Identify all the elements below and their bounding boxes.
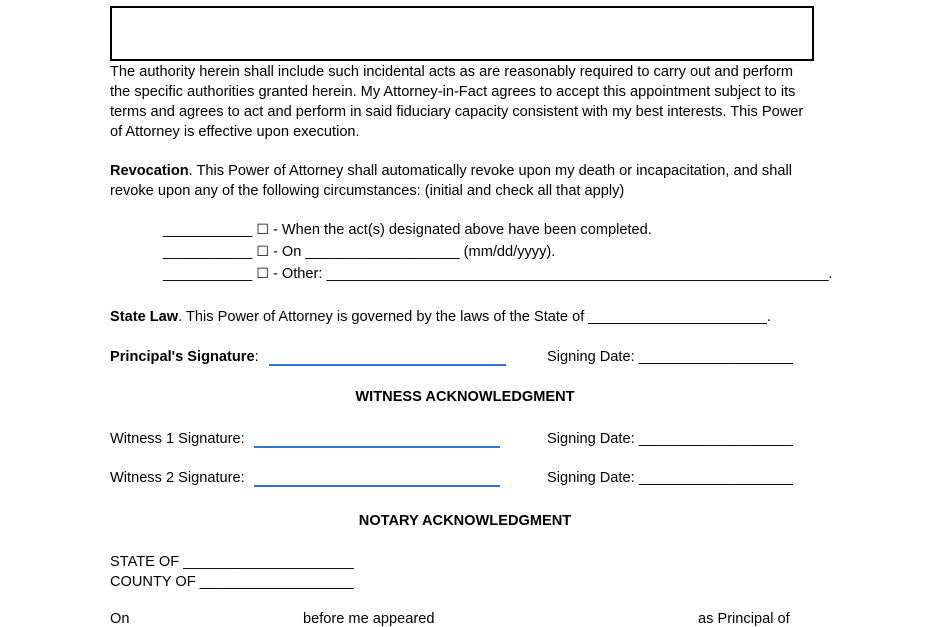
- state-law-text: . This Power of Attorney is governed by the laws of the State of: [178, 309, 589, 325]
- principal-signature-line[interactable]: [269, 364, 506, 366]
- witness-2-signing-date: [547, 470, 793, 486]
- notary-county-line: [110, 574, 354, 590]
- option-suffix: (mm/dd/yyyy).: [459, 244, 556, 260]
- revocation-option-1: [163, 222, 652, 238]
- header-box: [110, 6, 814, 61]
- county-of-label: COUNTY OF: [110, 574, 200, 590]
- notary-heading: NOTARY ACKNOWLEDGMENT: [358, 513, 572, 529]
- initials-blank[interactable]: ___________: [163, 266, 253, 282]
- witness-heading: WITNESS ACKNOWLEDGMENT: [355, 389, 575, 405]
- option-prefix: - Other:: [268, 266, 327, 282]
- notary-state-line: [110, 554, 354, 570]
- date-blank[interactable]: ___________________: [305, 244, 460, 260]
- notary-on-text: On: [110, 611, 130, 627]
- initials-blank[interactable]: ___________: [163, 222, 253, 238]
- witness-1-signing-date: [547, 431, 793, 447]
- checkbox-icon[interactable]: ☐: [256, 244, 269, 260]
- other-blank[interactable]: _______________________________________________________________: [326, 266, 829, 282]
- witness-1-label: Witness 1 Signature:: [110, 431, 245, 447]
- principal-label: Principal's Signature: [110, 349, 255, 365]
- principal-signing-date: [547, 349, 793, 365]
- witness-2-signature-line[interactable]: [254, 485, 500, 487]
- option-text: - When the act(s) designated above have been completed.: [268, 222, 652, 238]
- county-of-blank[interactable]: ___________________: [199, 574, 354, 590]
- revocation-option-2: [163, 244, 555, 260]
- signing-date-label: Signing Date:: [547, 349, 639, 365]
- signing-date-blank[interactable]: ___________________: [638, 431, 793, 447]
- principal-colon: :: [254, 349, 259, 365]
- state-law-suffix: .: [766, 309, 771, 325]
- checkbox-icon[interactable]: ☐: [256, 266, 269, 282]
- state-law-line: [110, 309, 771, 325]
- signing-date-label: Signing Date:: [547, 470, 639, 486]
- revocation-paragraph: [110, 161, 810, 201]
- state-law-title: State Law: [110, 309, 179, 325]
- notary-before-text: before me appeared: [303, 611, 435, 627]
- signing-date-blank[interactable]: ___________________: [638, 349, 793, 365]
- notary-principal-text: as Principal of: [698, 611, 790, 627]
- state-of-blank[interactable]: _____________________: [183, 554, 354, 570]
- signing-date-blank[interactable]: ___________________: [638, 470, 793, 486]
- revocation-title: Revocation: [110, 163, 189, 179]
- principal-signature-label: [110, 349, 259, 365]
- state-blank[interactable]: ______________________: [588, 309, 767, 325]
- witness-2-label: Witness 2 Signature:: [110, 470, 245, 486]
- state-of-label: STATE OF: [110, 554, 184, 570]
- revocation-text: . This Power of Attorney shall automatically revoke upon my death or incapacitation, and shall revoke upon any of the following circumstances: (initial and check all that apply): [110, 163, 792, 199]
- authority-paragraph: The authority herein shall include such incidental acts as are reasonably required to carry out and perform the specific authorities granted herein. My Attorney-in-Fact agrees to accept this appointment subject to its terms and agrees to act and perform in said fiduciary capacity consistent with my best interests. This Power of Attorney is effective upon execution.: [110, 64, 804, 140]
- revocation-option-3: [163, 266, 832, 282]
- option-prefix: - On: [268, 244, 306, 260]
- initials-blank[interactable]: ___________: [163, 244, 253, 260]
- signing-date-label: Signing Date:: [547, 431, 639, 447]
- option-suffix: .: [828, 266, 833, 282]
- witness-1-signature-line[interactable]: [254, 446, 500, 448]
- checkbox-icon[interactable]: ☐: [256, 222, 269, 238]
